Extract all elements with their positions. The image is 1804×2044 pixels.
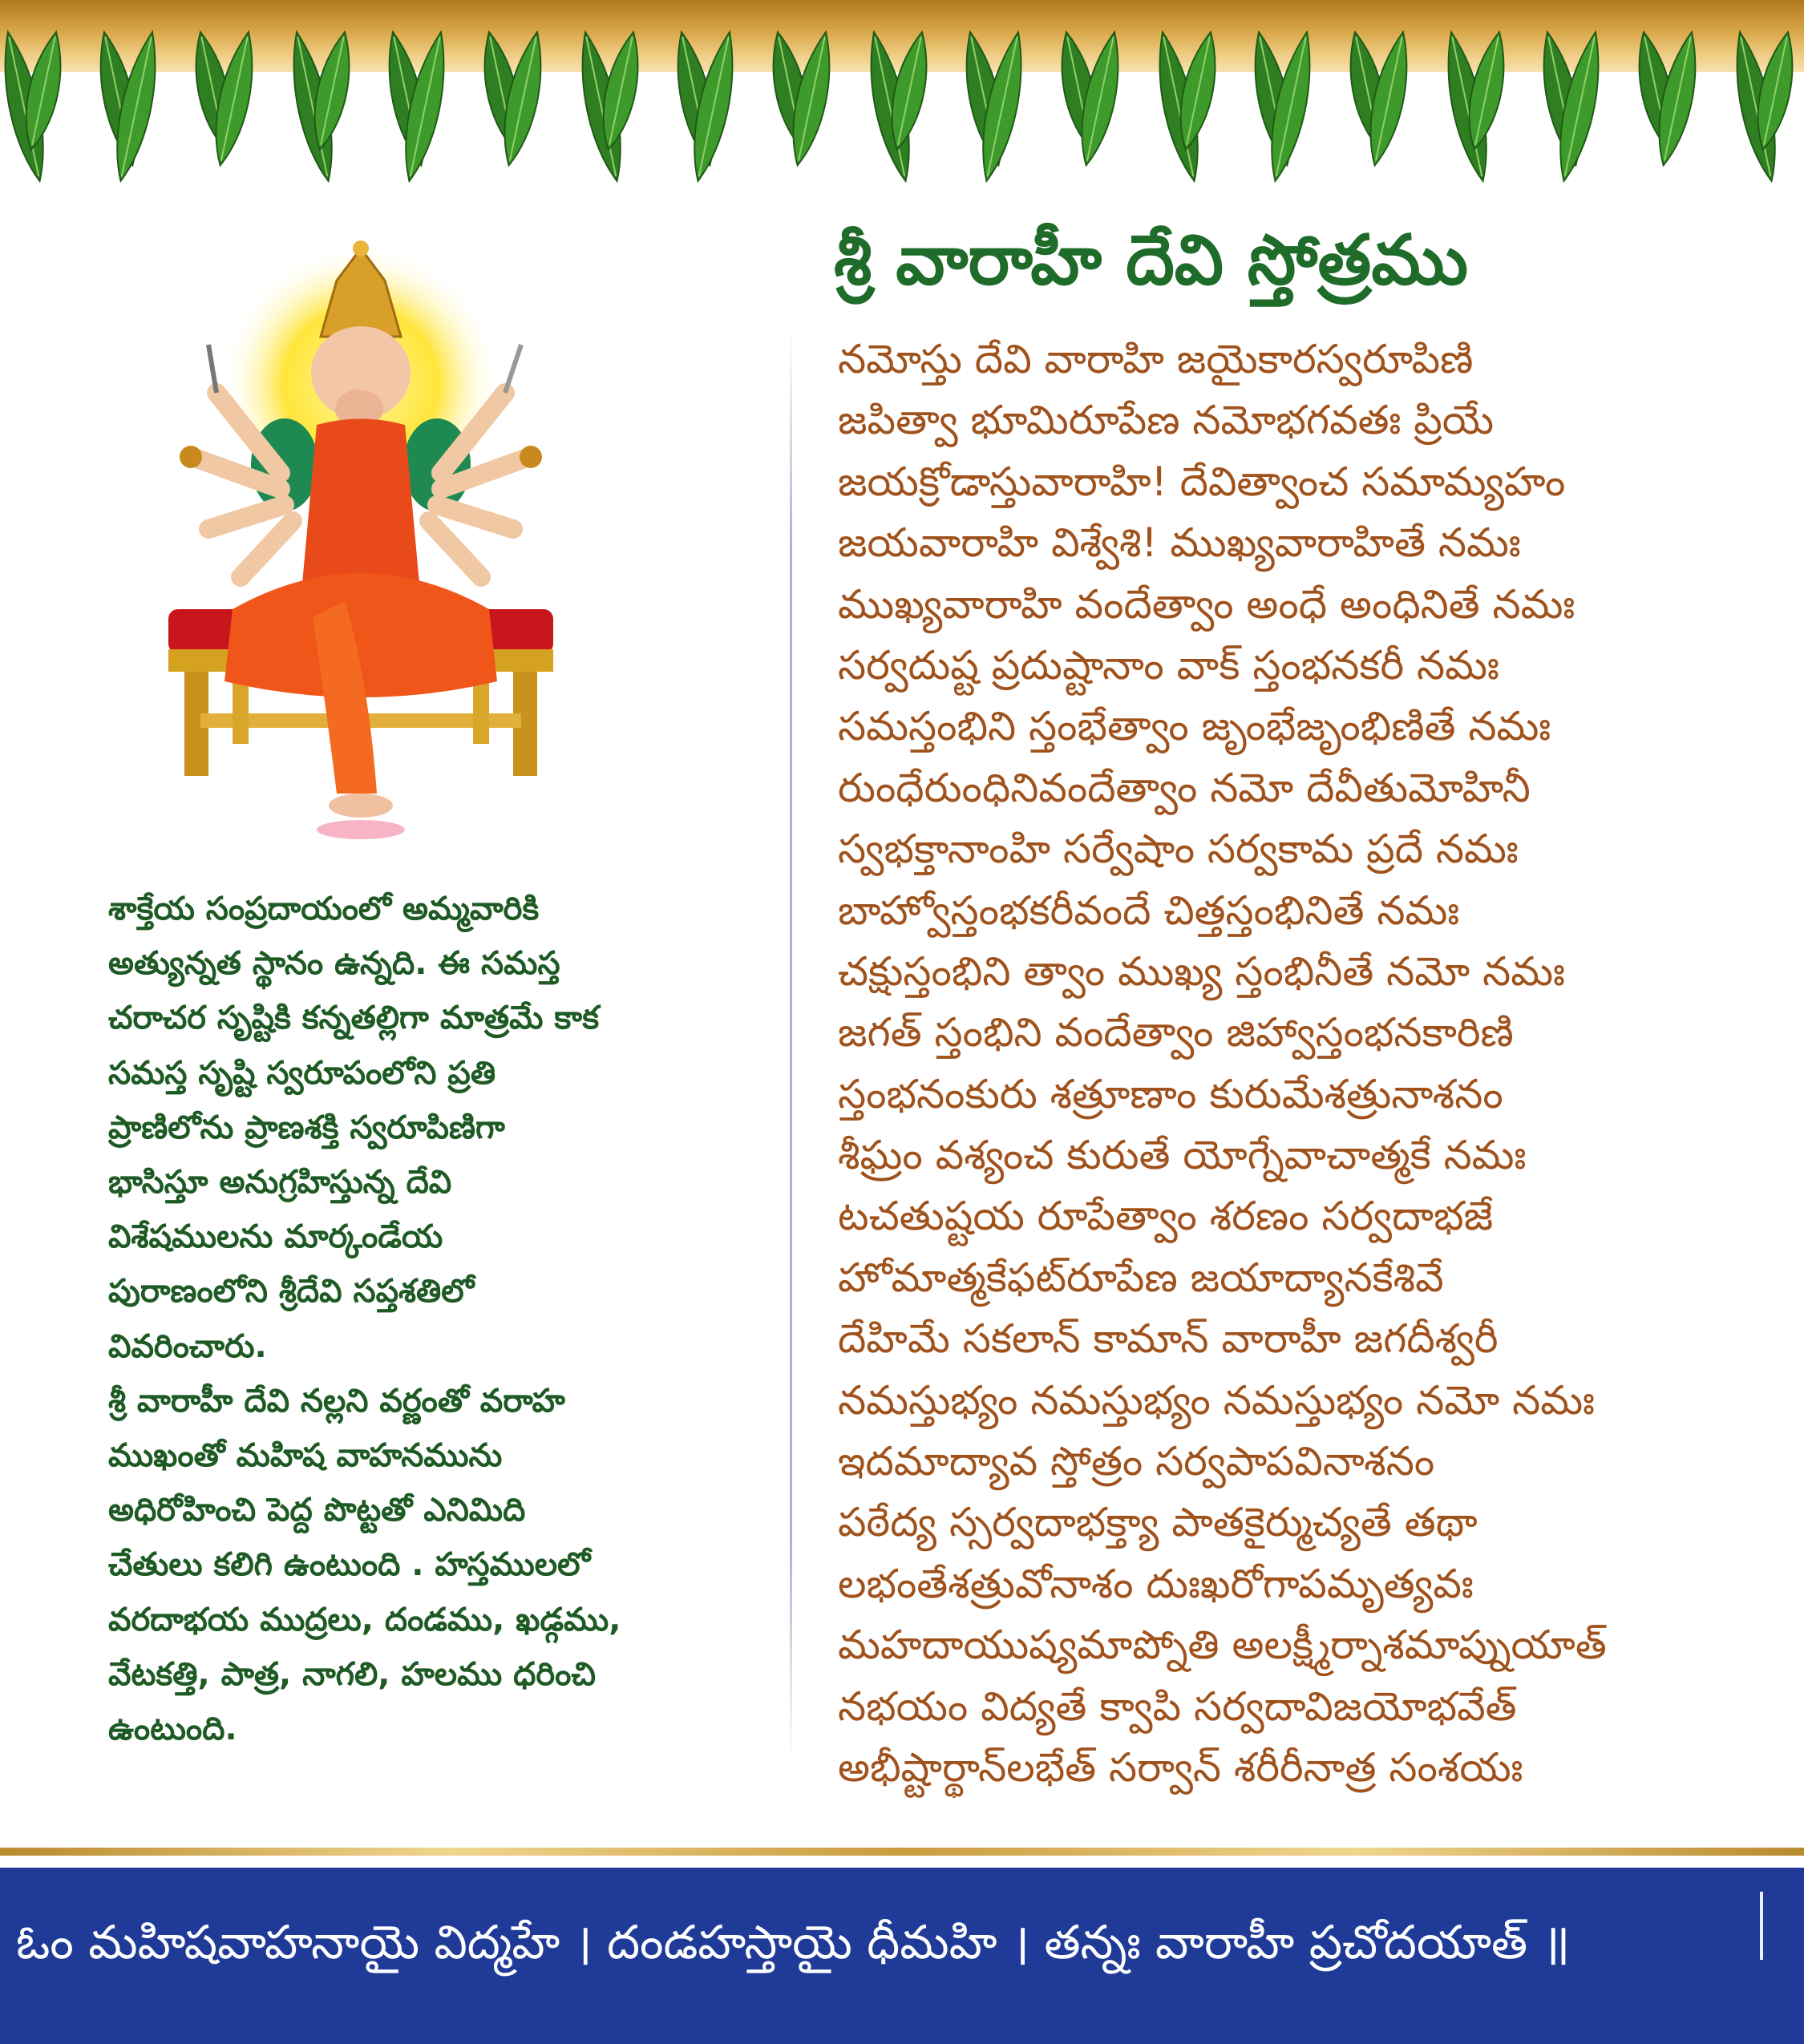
verse-line: శీఘ్రం వశ్యంచ కురుతే యోగ్నేవాచాత్మకే నమః [838,1132,1527,1179]
gold-separator [0,1848,1804,1856]
description-line: భాసిస్తూ అనుగ్రహిస్తున్న దేవి [108,1164,452,1202]
column-divider [790,329,792,1763]
description-line: అత్యున్నత స్థానం ఉన్నది. ఈ సమస్త [108,945,560,983]
description-line: శ్రీ వారాహీ దేవి నల్లని వర్ణంతో వరాహ [108,1382,565,1420]
stotram-verses [838,329,1760,1798]
description-line: ప్రాణిలోను ప్రాణశక్తి స్వరూపిణిగా [108,1109,505,1146]
verse-line: స్వభక్తానాంహి సర్వేషాం సర్వకామ ప్రదే నమః [838,826,1519,873]
verse-line: నమస్తుభ్యం నమస్తుభ్యం నమస్తుభ్యం నమో నమః [838,1376,1595,1424]
description-text [108,882,718,1756]
verse-line: బాహ్వోస్తంభకరీవందే చిత్తస్తంభినితే నమః [838,887,1460,934]
verse-line: హోమాత్మకేఫట్‌రూపేణ జయాద్యానకేశివే [838,1254,1444,1301]
verse-line: ఇదమాద్యావ స్తోత్రం సర్వపాపవినాశనం [838,1438,1435,1485]
verse-line: జయవారాహి విశ్వేశి! ముఖ్యవారాహితే నమః [838,519,1521,567]
description-line: వివరించారు. [108,1327,267,1365]
verse-line: నభయం విద్యతే క్వాపి సర్వదావిజయోభవేత్ [838,1682,1517,1730]
verse-line: చక్షుస్తంభిని త్వాం ముఖ్య స్తంభినీతే నమో నమః [838,947,1565,995]
description-line: ముఖంతో మహిష వాహనమును [108,1437,503,1475]
verse-line: పఠేద్య స్సర్వదాభక్త్యా పాతకైర్ముచ్యతే తథా [838,1499,1478,1546]
verse-line: స్తంభనంకురు శత్రూణాం కురుమేశత్రునాశనం [838,1070,1503,1117]
verse-line: రుంధేరుంధినివందేత్వాం నమో దేవీతుమోహినీ [838,764,1531,811]
verse-line: దేహిమే సకలాన్ కామాన్ వారాహీ జగదీశ్వరీ [838,1315,1499,1363]
verse-line: లభంతేశత్రువోనాశం దుఃఖరోగాపమృత్యవః [838,1560,1474,1607]
description-line: చరాచర సృష్టికి కన్నతల్లిగా మాత్రమే కాక [108,1000,600,1037]
verse-line: జగత్ స్తంభిని వందేత్వాం జిహ్వాస్తంభనకారిణి [838,1009,1514,1056]
verse-line: అభీష్టార్థాన్‌లభేత్ సర్వాన్ శరీరీనాత్ర సంశయః [838,1743,1523,1791]
verse-line: జయక్రోడాస్తువారాహి! దేవిత్వాంచ సమామ్యహం [838,458,1566,505]
verse-line: టచతుష్టయ రూపేత్వాం శరణం సర్వదాభజే [838,1193,1494,1240]
verse-line: జపిత్వా భూమిరూపేణ నమోభగవతః ప్రియే [838,397,1495,444]
mango-leaf-garland-icon [0,24,1804,208]
description-line: ఉంటుంది. [108,1711,237,1748]
description-line: శాక్తేయ సంప్రదాయంలో అమ్మవారికి [108,891,540,927]
verse-line: సమస్తంభిని స్తంభేత్వాం జృంభేజృంభిణితే నమః [838,703,1551,750]
description-line: చేతులు కలిగి ఉంటుంది . హస్తములలో [108,1546,591,1584]
description-paragraph-1 [108,882,718,1374]
footer-mantra: ఓం మహిషవాహనాయై విద్మహే । దండహస్తాయై ధీమహి । తన్నః వారాహీ ప్రచోదయాత్ ॥ [16,1915,1571,1969]
varahi-devi-image [120,232,601,850]
description-line: వరదాభయ ముద్రలు, దండము, ఖడ్గము, [108,1601,621,1638]
verse-line: నమోస్తు దేవి వారాహి జయైకారస్వరూపిణి [838,336,1474,382]
footer-accent-bar [1760,1892,1763,1960]
verse-line: మహదాయుష్యమాప్నోతి అలక్ష్మీర్నాశమాప్నుయాత్ [838,1622,1607,1669]
description-line: విశేషములను మార్కండేయ [108,1218,443,1256]
verse-line: సర్వదుష్ట ప్రదుష్టానాం వాక్ స్తంభనకరీ నమః [838,641,1499,689]
description-line: అధిరోహించి పెద్ద పొట్టతో ఎనిమిది [108,1492,526,1529]
description-line: పురాణంలోని శ్రీదేవి సప్తశతిలో [108,1273,475,1311]
page-title: శ్రీ వారాహీ దేవి స్తోత్రము [834,220,1469,301]
verse-line: ముఖ్యవారాహి వందేత్వాం అంధే అంధినితే నమః [838,580,1575,628]
description-line: సమస్త సృష్టి స్వరూపంలోని ప్రతి [108,1054,496,1092]
description-line: వేటకత్తి, పాత్ర, నాగలి, హలము ధరించి [108,1655,597,1693]
description-paragraph-2 [108,1374,718,1756]
